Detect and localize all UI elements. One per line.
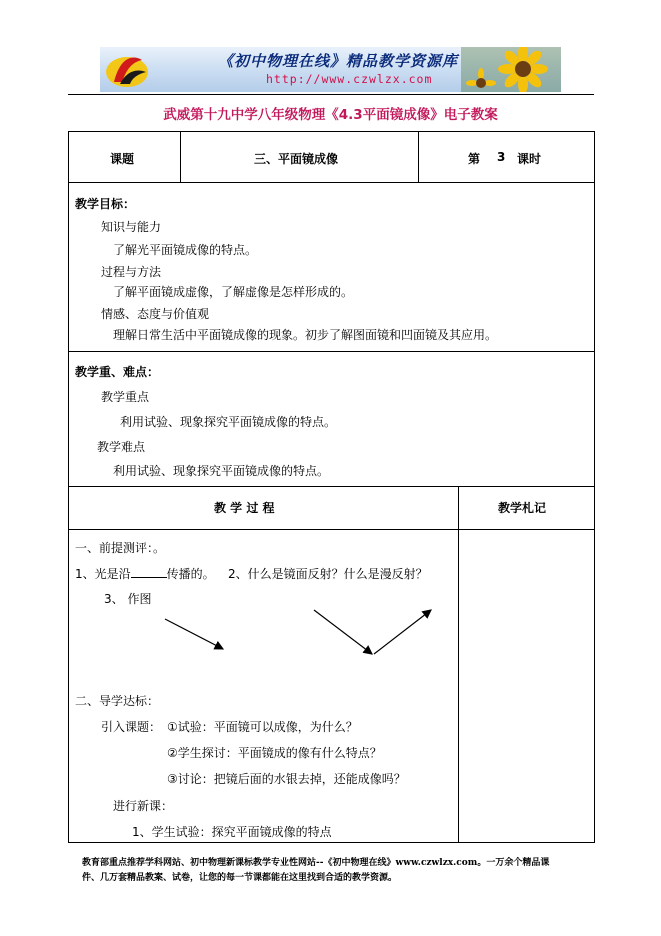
key-text: 利用试验、现象探究平面镜成像的特点。 [120, 415, 337, 429]
question-1-suffix: 传播的。 [166, 567, 215, 581]
process-heading: 教 学 过 程 [214, 501, 275, 515]
sunflower-icon [461, 47, 561, 92]
question-1 [75, 565, 215, 582]
keypoints-heading: 教学重、难点： [75, 365, 160, 379]
reflected-ray [374, 610, 431, 654]
header-banner [100, 47, 561, 92]
pretest-heading: 一、前提测评：。 [75, 541, 166, 555]
column-divider [458, 486, 459, 843]
site-logo-icon [102, 48, 152, 91]
guide-heading: 二、导学达标： [75, 694, 160, 708]
objective-text: 了解光平面镜成像的特点。 [113, 243, 258, 257]
row-divider [68, 529, 595, 530]
table-border-bottom [68, 842, 595, 843]
table-border-right [594, 131, 595, 843]
incident-ray [314, 610, 372, 654]
question-1-prefix: 1、光是沿 [75, 567, 131, 581]
objective-label: 知识与能力 [101, 220, 162, 234]
footer-line: 教育部重点推荐学科网站、初中物理新课标教学专业性网站--《初中物理在线》www.czwlzx.com。一万余个精品课 [82, 858, 550, 868]
notes-heading: 教学札记 [498, 501, 547, 515]
footer-line: 件、几万套精品教案、试卷，让您的每一节课都能在这里找到合适的教学资源。 [82, 873, 398, 883]
row-divider [68, 182, 595, 183]
objectives-heading: 教学目标： [75, 197, 136, 211]
header-divider [68, 94, 594, 95]
intro-label: 引入课题： [101, 720, 162, 734]
topic-value: 三、平面镜成像 [254, 152, 339, 166]
banner-title: 《初中物理在线》精品教学资源库 [218, 52, 459, 70]
key-label: 教学重点 [101, 390, 150, 404]
intro-item: ③讨论：把镜后面的水银去掉，还能成像吗？ [167, 772, 406, 786]
fill-blank [131, 567, 167, 578]
page-footer [82, 856, 587, 886]
column-divider [180, 131, 181, 183]
topic-label: 课题 [110, 152, 135, 166]
row-divider [68, 486, 595, 487]
objective-label: 情感、态度与价值观 [101, 307, 210, 321]
objective-text: 理解日常生活中平面镜成像的现象。初步了解图面镜和凹面镜及其应用。 [113, 328, 498, 342]
table-border-top [68, 131, 595, 132]
period-suffix: 课时 [517, 152, 542, 166]
period-prefix: 第 [468, 152, 481, 166]
document-title: 武威第十九中学八年级物理《4.3平面镜成像》电子教案 [163, 107, 498, 123]
reflection-diagram [150, 600, 450, 665]
intro-item: ①试验：平面镜可以成像，为什么？ [167, 720, 358, 734]
objective-label: 过程与方法 [101, 265, 162, 279]
table-border-left [68, 131, 69, 843]
question-2: 2、什么是镜面反射？什么是漫反射？ [228, 567, 428, 581]
period-number: 3 [497, 150, 506, 164]
question-3: 3、 作图 [104, 592, 152, 606]
objective-text: 了解平面镜成虚像，了解虚像是怎样形成的。 [113, 285, 354, 299]
difficulty-label: 教学难点 [97, 440, 146, 454]
banner-url[interactable]: http://www.czwlzx.com [266, 72, 433, 86]
drawing-arrow [165, 619, 223, 649]
intro-item: ②学生探讨：平面镜成的像有什么特点？ [167, 746, 382, 760]
new-lesson-label: 进行新课： [113, 799, 174, 813]
column-divider [418, 131, 419, 183]
step-1: 1、学生试验：探究平面镜成像的特点 [132, 825, 332, 839]
row-divider [68, 351, 595, 352]
difficulty-text: 利用试验、现象探究平面镜成像的特点。 [113, 464, 330, 478]
